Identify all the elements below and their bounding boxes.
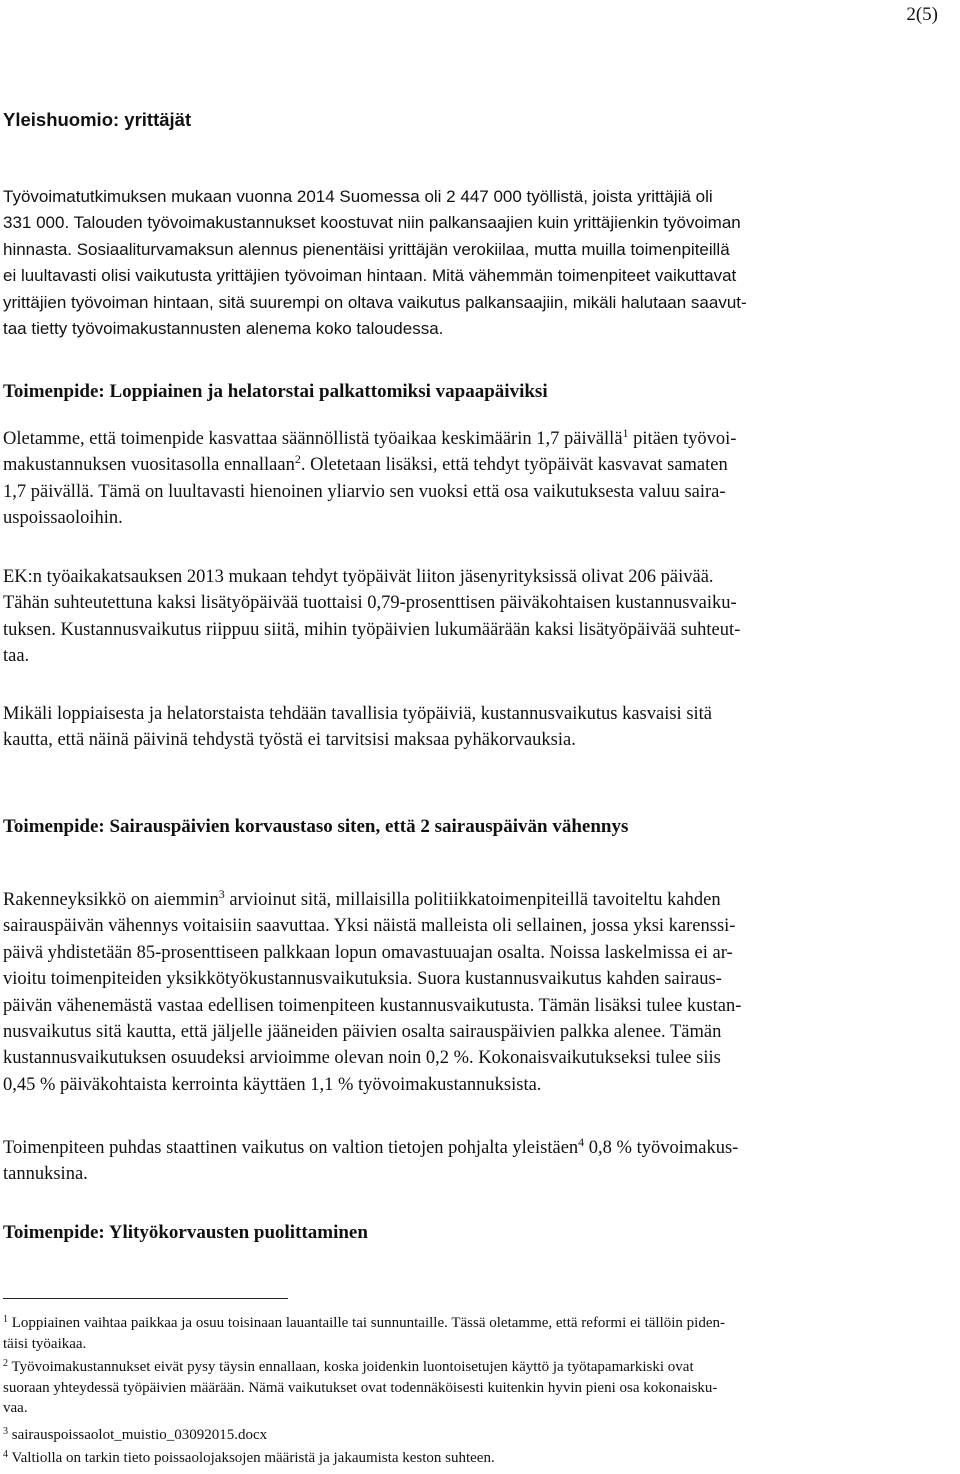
text-line: kustannusvaikutuksen osuudeksi arvioimme olevan noin 0,2 %. Kokonaisvaikutukseksi tulee siis [3,1048,721,1069]
paragraph-sick-days-2 [3,1135,958,1188]
footnote-ref-4: 4 [578,1135,585,1149]
text-fragment: pitäen työvoi- [628,429,737,449]
footnote-ref-3: 3 [218,887,225,901]
text-line: yrittäjien työvoiman hintaan, sitä suurempi on oltava vaikutus palkansaajiin, mikäli halutaan saavut- [3,292,747,312]
text-fragment: 0,8 % työvoimakus- [584,1138,739,1158]
text-line: EK:n työaikakatsauksen 2013 mukaan tehdyt työpäivät liiton jäsenyrityksissä olivat 206 päivää. [3,567,714,587]
text-fragment: makustannuksen vuositasolla ennallaan [3,455,295,476]
footnote-separator [3,1298,288,1299]
text-line: taa. [3,646,30,667]
page-number: 2(5) [906,4,938,25]
footnote-number: 2 [3,1358,8,1369]
text-line [3,426,958,452]
text-line: ei luultavasti olisi vaikutusta yrittäjien työvoiman hintaan. Mitä vähemmän toimenpiteet vaikuttavat [3,266,737,286]
footnote-ref-1: 1 [622,426,629,440]
text-line: Työvoimatutkimuksen mukaan vuonna 2014 Suomessa oli 2 447 000 työllistä, joista yrittäjiä oli [3,187,713,206]
text-line: hinnasta. Sosiaaliturvamaksun alennus pienentäisi yrittäjän verokiilaa, mutta muilla toimenpiteillä [3,239,730,259]
text-line: 0,45 % päiväkohtaista kerrointa käyttäen 1,1 % työvoimakustannuksista. [3,1074,542,1095]
text-line: vaa. [3,1400,28,1417]
text-line: vioitu toimenpiteiden yksikkötyökustannusvaikutuksia. Suora kustannusvaikutus kahden sairaus- [3,969,722,990]
text-fragment: Valtiolla on tarkin tieto poissaolojaksojen määristä ja jakaumista keston suhteen. [11,1450,495,1466]
paragraph-holidays-2 [3,564,958,670]
footnote-3 [3,1425,958,1446]
text-line [3,887,958,913]
text-line [3,1425,958,1446]
paragraph-sick-days-1 [3,887,958,1098]
text-line: suoraan yhteydessä työpäivien määrään. Nämä vaikutukset ovat todennäköisesti kuitenkin hyvin pieni osa kokonaisku- [3,1379,718,1396]
text-line: tannuksina. [3,1164,88,1185]
footnote-number: 3 [3,1426,8,1437]
text-fragment: Rakenneyksikkö on aiemmin [3,890,219,910]
text-line: sairauspäivän vähennys voitaisiin saavuttaa. Yksi näistä malleista oli sellainen, jossa yksi karenssi- [3,916,736,937]
text-fragment: Loppiainen vaihtaa paikkaa ja osuu toisinaan lauantaille tai sunnuntaille. Tässä oletamme, että reformi ei tällöin piden- [11,1315,725,1331]
text-line: nusvaikutus sitä kautta, että jäljelle jääneiden päivien osalta sairauspäivien palkka alenee. Tämän [3,1022,722,1043]
text-line [3,1357,958,1378]
text-fragment: arvioinut sitä, millaisilla politiikkatoimenpiteillä tavoiteltu kahden [224,890,721,910]
text-fragment: Toimenpiteen puhdas staattinen vaikutus on valtion tietojen pohjalta yleistäen [3,1138,579,1158]
section-heading-overtime: Toimenpide: Ylityökorvausten puolittaminen [3,1222,368,1243]
section-heading-sick-days: Toimenpide: Sairauspäivien korvaustaso siten, että 2 sairauspäivän vähennys [3,816,629,837]
footnote-4 [3,1448,958,1469]
text-line: Mikäli loppiaisesta ja helatorstaista tehdään tavallisia työpäiviä, kustannusvaikutus kasvaisi sitä [3,704,713,724]
text-line [3,1313,958,1334]
text-line: uspoissaoloihin. [3,508,123,529]
text-line: taa tietty työvoimakustannusten alenema koko taloudessa. [3,319,444,339]
footnote-number: 4 [3,1449,8,1460]
section-heading-holidays: Toimenpide: Loppiainen ja helatorstai palkattomiksi vapaapäiviksi [3,381,548,402]
text-fragment: . Oletetaan lisäksi, että tehdyt työpäivät kasvavat samaten [300,455,728,476]
footnote-1 [3,1313,958,1354]
text-line: päivän vähenemästä vastaa edellisen toimenpiteen kustannusvaikutusta. Tämän lisäksi tulee kustan- [3,995,742,1016]
footnote-ref-2: 2 [294,452,301,467]
text-fragment: sairauspoissaolot_muistio_03092015.docx [11,1427,268,1443]
text-line [3,1448,958,1469]
text-line: 331 000. Talouden työvoimakustannukset koostuvat niin palkansaajien kuin yrittäjienkin työvoiman [3,213,741,233]
text-line: Tähän suhteutettuna kaksi lisätyöpäivää tuottaisi 0,79-prosenttisen päiväkohtaisen kustannusvaiku- [3,593,737,614]
paragraph-holidays-1 [3,426,958,532]
paragraph-holidays-3 [3,701,958,754]
text-line: täisi työaikaa. [3,1335,87,1352]
text-line: kautta, että näinä päivinä tehdystä työstä ei tarvitsisi maksaa pyhäkorvauksia. [3,730,576,751]
footnote-number: 1 [3,1314,8,1325]
text-line: tuksen. Kustannusvaikutus riippuu siitä, mihin työpäivien lukumäärään kaksi lisätyöpäivää suhteut- [3,619,741,640]
text-line [3,1135,958,1161]
footnote-2 [3,1357,958,1419]
text-fragment: Oletamme, että toimenpide kasvattaa säännöllistä työaikaa keskimäärin 1,7 päivällä [3,429,623,449]
paragraph-entrepreneurs [3,184,958,342]
text-line [3,452,958,478]
text-fragment: Työvoimakustannukset eivät pysy täysin ennallaan, koska joidenkin luontoisetujen käyttö ja työtapamarkiski ovat [11,1359,694,1375]
text-line: 1,7 päivällä. Tämä on luultavasti hienoinen yliarvio sen vuoksi että osa vaikutuksesta valuu saira- [3,481,726,502]
section-heading-entrepreneurs: Yleishuomio: yrittäjät [3,109,192,130]
text-line: päivä yhdistetään 85-prosenttiseen palkkaan lopun omavastuuajan osalta. Noissa laskelmissa ei ar- [3,942,733,963]
